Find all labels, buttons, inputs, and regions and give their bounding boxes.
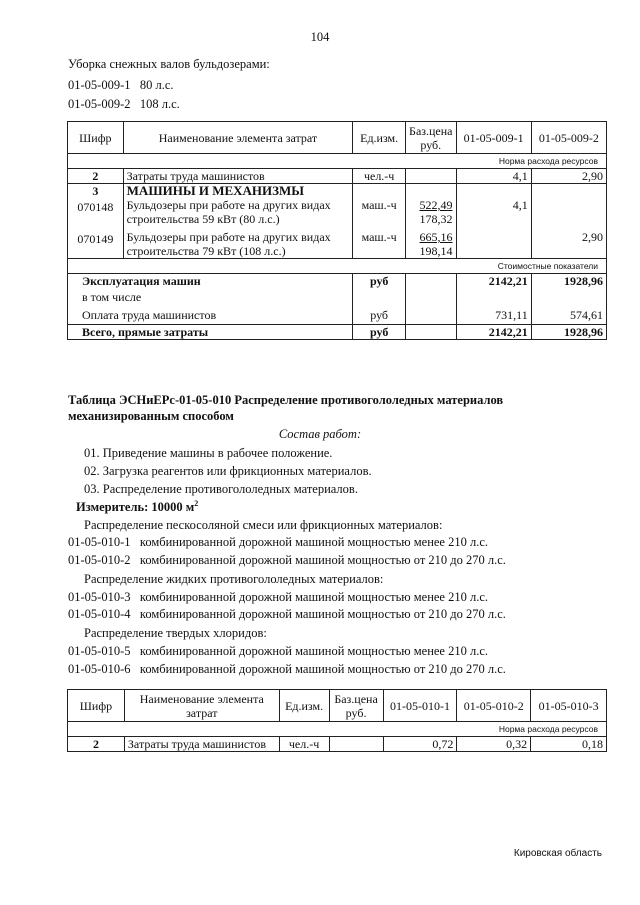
header-price-line2: руб.: [345, 705, 367, 720]
table-row: [68, 288, 607, 306]
header-col-3: 01-05-010-3: [531, 690, 607, 722]
cost-unit: руб: [353, 274, 406, 289]
cost-value-1: 2142,21: [456, 274, 531, 289]
machine-2-value-2: 2,90: [582, 230, 603, 244]
cost-value-2: 574,61: [531, 306, 606, 325]
header-col-2: 01-05-010-2: [457, 690, 531, 722]
header-col-1: 01-05-009-1: [456, 122, 531, 154]
meter: [76, 499, 198, 515]
machine-2-name: Бульдозеры при работе на других видах: [126, 230, 331, 244]
cost-label: Стоимостные показатели: [68, 259, 607, 274]
item-code: 01-05-010-5: [68, 644, 131, 658]
row-name: Затраты труда машинистов: [123, 169, 353, 184]
row-unit: чел.-ч: [353, 169, 406, 184]
item-desc: 80 л.с.: [139, 78, 174, 92]
machines-title: МАШИНЫ И МЕХАНИЗМЫ: [126, 183, 305, 198]
machine-2-code: 070149: [77, 232, 114, 246]
table-title-cont: механизированным способом: [68, 409, 234, 423]
row-value-2: 2,90: [531, 169, 606, 184]
item-desc: 108 л.с.: [139, 97, 180, 111]
header-price-line1: Баз.цена: [334, 691, 378, 706]
header-price: Баз.цена руб.: [406, 122, 456, 154]
item-code: 01-05-010-1: [68, 535, 131, 549]
machine-1-price: 522,49: [419, 198, 453, 212]
header-name: Наименование элемента затрат: [123, 122, 353, 154]
item-desc: комбинированной дорожной машиной мощностью менее 210 л.с.: [139, 535, 489, 549]
cost-unit: руб: [353, 306, 406, 325]
list-item: [68, 644, 488, 659]
header-unit: Ед.изм.: [279, 690, 329, 722]
row-code: 2: [68, 169, 124, 184]
row-value-2: 0,32: [457, 737, 531, 752]
row-name: Затраты труда машинистов: [124, 737, 279, 752]
list-item: [68, 535, 488, 550]
cost-value-2: 1928,96: [531, 325, 606, 340]
machine-2-price: 665,16: [419, 230, 453, 244]
cost-value-2: 1928,96: [531, 274, 606, 289]
item-code: 01-05-009-1: [68, 78, 131, 92]
header-price: [329, 690, 383, 722]
page-number: 104: [310, 30, 330, 44]
resource-table-2: [67, 689, 607, 752]
section-heading: Уборка снежных валов бульдозерами:: [68, 57, 270, 71]
item-desc: комбинированной дорожной машиной мощностью от 210 до 270 л.с.: [139, 607, 506, 621]
row-value-3: 0,18: [531, 737, 607, 752]
table-row: [68, 169, 607, 184]
work-item: 02. Загрузка реагентов или фрикционных материалов.: [84, 464, 372, 478]
row-code: 2: [68, 737, 125, 752]
machine-2-unit: маш.-ч: [361, 230, 397, 244]
table-title: Таблица ЭСНиЕРс-01-05-010 Распределение противогололедных материалов: [68, 393, 504, 407]
footer-region: Кировская область: [513, 848, 602, 859]
group-title: Распределение пескосоляной смеси или фрикционных материалов:: [84, 518, 443, 532]
norm-label: Норма расхода ресурсов: [68, 722, 607, 737]
header-unit: Ед.изм.: [353, 122, 406, 154]
table-row: [68, 325, 607, 340]
header-name-line2: затрат: [186, 705, 218, 720]
item-code: 01-05-010-4: [68, 607, 131, 621]
row-unit: чел.-ч: [279, 737, 329, 752]
header-name: [124, 690, 279, 722]
item-code: 01-05-010-3: [68, 590, 131, 604]
item-desc: комбинированной дорожной машиной мощностью от 210 до 270 л.с.: [139, 662, 506, 676]
machine-2-name-cont: строительства 79 кВт (108 л.с.): [126, 244, 286, 258]
table-row: [68, 737, 607, 752]
norm-label: Норма расхода ресурсов: [68, 154, 607, 169]
meter-sup: 2: [194, 499, 199, 508]
machine-1-unit: маш.-ч: [361, 198, 397, 212]
work-item: 01. Приведение машины в рабочее положение.: [84, 446, 333, 460]
list-item: [68, 590, 488, 605]
header-col-2: 01-05-009-2: [531, 122, 606, 154]
machine-1-price-labor: 178,32: [419, 212, 453, 226]
cost-name: Эксплуатация машин: [68, 274, 353, 289]
group-title: Распределение жидких противогололедных материалов:: [84, 572, 384, 586]
machine-1-value-1: 4,1: [512, 198, 528, 212]
header-code: Шифр: [68, 122, 124, 154]
cost-value-1: 2142,21: [456, 325, 531, 340]
work-item: 03. Распределение противогололедных материалов.: [84, 482, 358, 496]
machine-1-code: 070148: [77, 200, 114, 214]
cost-value-1: 731,11: [456, 306, 531, 325]
item-code: 01-05-010-6: [68, 662, 131, 676]
item-desc: комбинированной дорожной машиной мощностью от 210 до 270 л.с.: [139, 553, 506, 567]
item-code: 01-05-009-2: [68, 97, 131, 111]
item-desc: комбинированной дорожной машиной мощностью менее 210 л.с.: [139, 590, 489, 604]
table-row: [68, 184, 607, 259]
item-code: 01-05-010-2: [68, 553, 131, 567]
table-row: [68, 306, 607, 325]
machine-1-name: Бульдозеры при работе на других видах: [126, 198, 331, 212]
list-item: [68, 662, 506, 677]
resource-table-1: [67, 121, 607, 340]
list-item: [68, 607, 506, 622]
machine-2-price-labor: 198,14: [419, 244, 453, 258]
cost-name: Всего, прямые затраты: [68, 325, 353, 340]
machines-code: 3: [92, 184, 99, 198]
header-name-line1: Наименование элемента: [139, 691, 264, 706]
table-row: [68, 274, 607, 289]
list-item: [68, 553, 506, 568]
header-col-1: 01-05-010-1: [383, 690, 457, 722]
list-item: [68, 97, 180, 112]
cost-name: Оплата труда машинистов: [68, 306, 353, 325]
composition-title: Состав работ:: [278, 427, 362, 441]
item-desc: комбинированной дорожной машиной мощностью менее 210 л.с.: [139, 644, 489, 658]
header-code: Шифр: [68, 690, 125, 722]
group-title: Распределение твердых хлоридов:: [84, 626, 267, 640]
cost-name: в том числе: [68, 288, 353, 306]
row-value-1: 0,72: [383, 737, 457, 752]
meter-text: Измеритель: 10000 м: [76, 500, 195, 515]
machine-1-name-cont: строительства 59 кВт (80 л.с.): [126, 212, 280, 226]
cost-unit: руб: [353, 325, 406, 340]
row-value-1: 4,1: [456, 169, 531, 184]
list-item: [68, 78, 174, 93]
